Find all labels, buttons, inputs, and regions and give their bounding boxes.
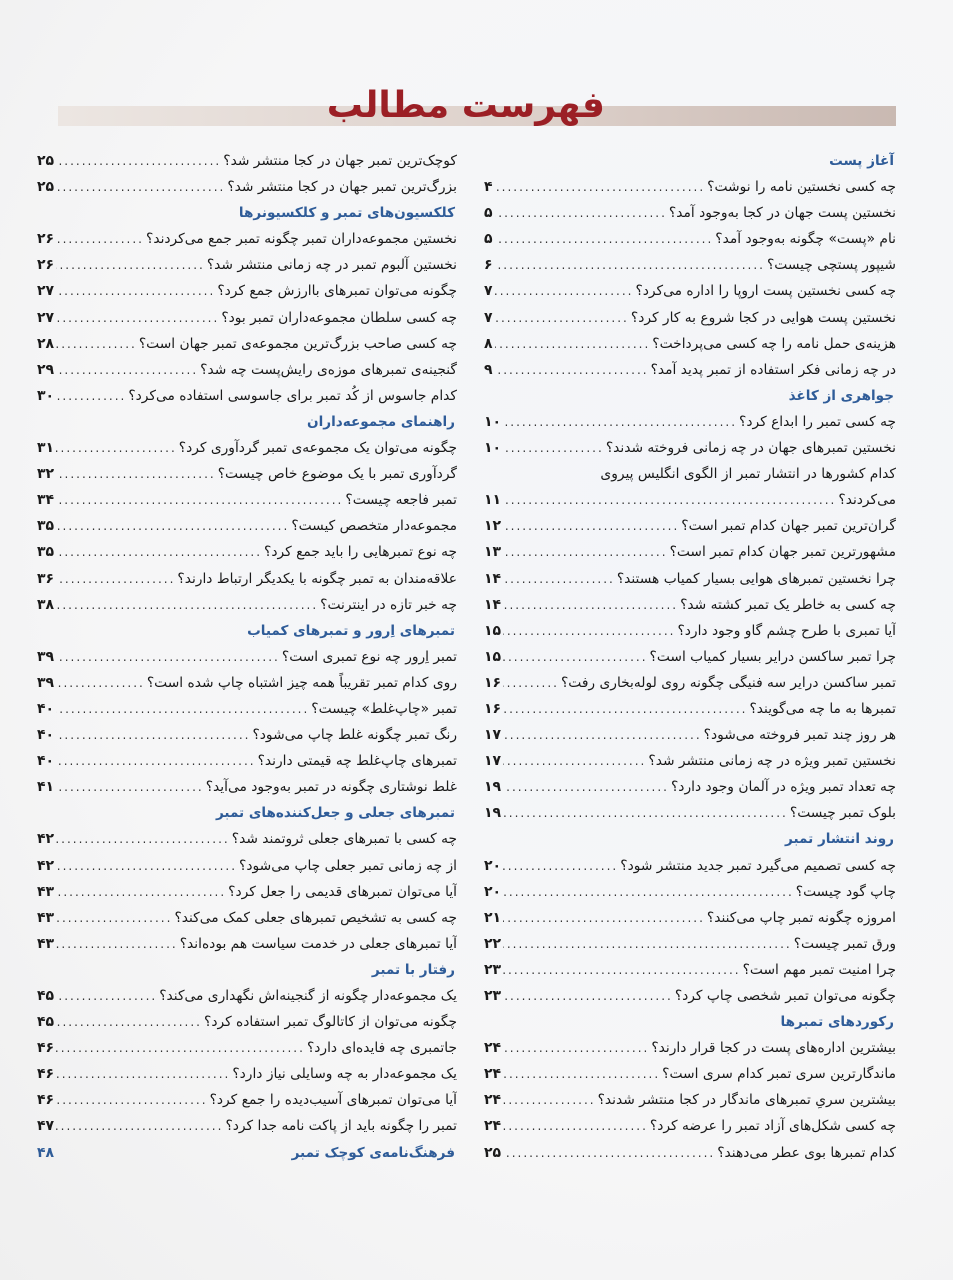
leader-dots [503, 1061, 660, 1087]
toc-entry[interactable] [484, 566, 896, 592]
page-number: ۴۲ [37, 857, 55, 874]
toc-entry[interactable] [37, 305, 457, 331]
page-number: ۵ [484, 231, 493, 248]
entry-title: نخستین پست جهان در کجا به‌وجود آمد؟ [668, 205, 896, 222]
toc-entry[interactable] [484, 800, 896, 826]
page-number: ۴۸ [37, 1144, 55, 1161]
page-number: ۴۲ [37, 831, 55, 848]
entry-title: چه کسی صاحب بزرگ‌ترین مجموعه‌ی تمبر جهان است؟ [138, 335, 457, 352]
leader-dots [495, 226, 714, 252]
toc-entry[interactable] [37, 461, 457, 487]
leader-dots [56, 748, 256, 774]
entry-title: تمبر را چگونه باید از پاکت نامه جدا کرد؟ [225, 1118, 457, 1135]
leader-dots [503, 513, 679, 539]
page-number: ۴۵ [37, 1014, 55, 1031]
entry-title: کدام جاسوس از کُد تمبر برای جاسوسی استفاده می‌کرد؟ [128, 387, 457, 404]
entry-title: نخستین پست هوایی در کجا شروع به کار کرد؟ [630, 309, 896, 326]
leader-dots [503, 1087, 595, 1113]
leader-dots [56, 1009, 202, 1035]
leader-dots [56, 592, 318, 618]
toc-entry[interactable] [37, 774, 457, 800]
toc-column-right [484, 148, 896, 1166]
toc-entry[interactable] [37, 1061, 457, 1087]
leader-dots [503, 748, 646, 774]
toc-entry[interactable] [484, 879, 896, 905]
toc-entry[interactable] [37, 592, 457, 618]
page-number: ۲۸ [37, 335, 55, 352]
entry-title: امروزه چگونه تمبر چاپ می‌کنند؟ [706, 909, 896, 926]
leader-dots [503, 670, 559, 696]
page-number: ۲۵ [37, 179, 55, 196]
toc-column-left [37, 148, 457, 1166]
section-title: تمبرهای جعلی و جعل‌کننده‌های تمبر [215, 805, 455, 822]
entry-title: تمبر فاجعه چیست؟ [345, 492, 457, 509]
page-number: ۴۶ [37, 1040, 55, 1057]
page-number: ۳۶ [37, 570, 55, 587]
entry-title: چه کسی شکل‌های آزاد تمبر را عرضه کرد؟ [649, 1118, 896, 1135]
section-title: تمبرهای اِرور و تمبرهای کمیاب [247, 622, 455, 639]
leader-dots [503, 983, 673, 1009]
toc-section-heading [484, 383, 896, 409]
entry-title: بلوک تمبر چیست؟ [789, 805, 896, 822]
entry-title: بیشترین اداره‌های پست در کجا قرار دارند؟ [651, 1040, 896, 1057]
toc-entry[interactable] [37, 383, 457, 409]
leader-dots [503, 722, 702, 748]
toc-entry[interactable] [484, 931, 896, 957]
leader-dots [503, 879, 794, 905]
leader-dots [56, 983, 157, 1009]
toc-entry[interactable] [484, 722, 896, 748]
leader-dots [56, 1061, 230, 1087]
toc-entry[interactable] [37, 331, 457, 357]
page-number: ۲۹ [37, 361, 55, 378]
page-number: ۳۹ [37, 648, 55, 665]
leader-dots [503, 435, 604, 461]
page-number: ۴۵ [37, 988, 55, 1004]
toc-section-heading [484, 1009, 896, 1035]
entry-title: هزینه‌ی حمل نامه را چه کسی می‌پرداخت؟ [652, 335, 896, 352]
page-number: ۱۹ [484, 779, 502, 796]
page-number: ۲۵ [37, 153, 55, 169]
leader-dots [56, 722, 250, 748]
toc-entry[interactable] [484, 487, 896, 513]
toc-entry[interactable] [484, 1035, 896, 1061]
toc-entry[interactable] [484, 252, 896, 278]
toc-entry[interactable] [484, 539, 896, 565]
page-number: ۱۵ [484, 648, 502, 665]
toc-entry[interactable] [484, 461, 896, 487]
page-number: ۴۳ [37, 883, 55, 900]
toc-entry[interactable] [37, 1087, 457, 1113]
leader-dots [503, 905, 705, 931]
entry-title: یک مجموعه‌دار به چه وسایلی نیاز دارد؟ [232, 1066, 457, 1083]
leader-dots [495, 357, 649, 383]
entry-title: چه کسی تمبر را ابداع کرد؟ [739, 413, 896, 430]
page-title: فهرست مطالب [326, 85, 605, 126]
leader-dots [503, 618, 675, 644]
entry-title: نخستین مجموعه‌داران تمبر چگونه تمبر جمع می‌کردند؟ [146, 231, 457, 248]
entry-title: یک مجموعه‌دار چگونه از گنجینه‌اش نگهداری می‌کند؟ [159, 988, 457, 1004]
section-title: کلکسیون‌های تمبر و کلکسیونرها [238, 205, 455, 222]
entry-title: گردآوری تمبر با یک موضوع خاص چیست؟ [217, 466, 457, 483]
page-number: ۱۶ [484, 674, 502, 691]
leader-dots [56, 461, 216, 487]
page-number: ۱۴ [484, 570, 502, 587]
leader-dots [56, 252, 205, 278]
entry-title: نخستین تمبر ویژه در چه زمانی منتشر شد؟ [648, 753, 896, 770]
toc-entry[interactable] [484, 644, 896, 670]
leader-dots [503, 1140, 715, 1166]
leader-dots [56, 305, 219, 331]
entry-title: چگونه می‌توان یک مجموعه‌ی تمبر گردآوری کرد؟ [178, 440, 457, 457]
entry-title: چه کسی نخستین نامه را نوشت؟ [707, 179, 896, 196]
toc-entry[interactable] [484, 905, 896, 931]
leader-dots [56, 826, 230, 852]
entry-title: چه نوع تمبرهایی را باید جمع کرد؟ [264, 544, 457, 561]
page-number: ۶ [484, 257, 493, 274]
entry-title: ماندگارترین سری تمبر کدام سری است؟ [662, 1066, 896, 1083]
entry-title: آیا می‌توان تمبرهای آسیب‌دیده را جمع کرد؟ [209, 1092, 457, 1109]
page-number: ۴۳ [37, 935, 55, 952]
entry-title: از چه زمانی تمبر جعلی چاپ می‌شود؟ [239, 857, 457, 874]
toc-entry[interactable] [37, 748, 457, 774]
toc-entry[interactable] [37, 826, 457, 852]
toc-entry[interactable] [484, 174, 896, 200]
page-number: ۲۴ [484, 1040, 502, 1057]
leader-dots [56, 487, 343, 513]
section-title: روند انتشار تمبر [785, 831, 894, 848]
toc-entry[interactable] [37, 931, 457, 957]
toc-entry[interactable] [37, 148, 457, 174]
toc-section-heading [484, 148, 896, 174]
page-number: ۲۳ [484, 988, 502, 1004]
entry-title: چگونه می‌توان تمبر شخصی چاپ کرد؟ [674, 988, 896, 1004]
entry-title: چه کسی به خاطر یک تمبر کشته شد؟ [680, 596, 896, 613]
leader-dots [56, 670, 145, 696]
page-number: ۲۳ [484, 961, 502, 978]
toc-entry[interactable] [37, 1009, 457, 1035]
toc-entry[interactable] [484, 409, 896, 435]
toc-entry[interactable] [37, 513, 457, 539]
toc-entry[interactable] [484, 853, 896, 879]
entry-title: چه تعداد تمبر ویژه در آلمان وجود دارد؟ [670, 779, 896, 796]
entry-title: چه خبر تازه در اینترنت؟ [320, 596, 457, 613]
entry-title: می‌کردند؟ [838, 492, 896, 509]
toc-entry[interactable] [37, 357, 457, 383]
entry-title: نخستین آلبوم تمبر در چه زمانی منتشر شد؟ [206, 257, 457, 274]
toc-entry[interactable] [37, 670, 457, 696]
entry-title: نام «پست» چگونه به‌وجود آمد؟ [715, 231, 896, 248]
leader-dots [495, 278, 634, 304]
toc-final-section [37, 1140, 457, 1166]
toc-entry[interactable] [37, 566, 457, 592]
page-number: ۴۳ [37, 909, 55, 926]
entry-title: جاتمبری چه فایده‌ای دارد؟ [306, 1040, 457, 1057]
entry-title: آیا تمبری با طرح چشم گاو وجود دارد؟ [677, 622, 896, 639]
toc-entry[interactable] [484, 357, 896, 383]
leader-dots [503, 696, 747, 722]
leader-dots [56, 566, 175, 592]
section-title: رکوردهای تمبرها [780, 1014, 894, 1031]
page-number: ۱۱ [484, 492, 502, 509]
page-number: ۸ [484, 335, 493, 352]
entry-title: نخستین تمبرهای جهان در چه زمانی فروخته شدند؟ [605, 440, 896, 457]
toc-entry[interactable] [37, 226, 457, 252]
toc-section-heading [37, 409, 457, 435]
toc-entry[interactable] [37, 435, 457, 461]
page-number: ۲۷ [37, 309, 55, 326]
leader-dots [503, 800, 788, 826]
entry-title: چرا نخستین تمبرهای هوایی بسیار کمیاب هستند؟ [616, 570, 896, 587]
leader-dots [503, 1113, 648, 1139]
leader-dots [56, 331, 137, 357]
entry-title: ورق تمبر چیست؟ [793, 935, 896, 952]
leader-dots [495, 200, 667, 226]
toc-entry[interactable] [37, 1113, 457, 1139]
entry-title: بیشترین سریِ تمبرهای ماندگار در کجا منتشر شدند؟ [597, 1092, 896, 1109]
toc-entry[interactable] [37, 983, 457, 1009]
leader-dots [495, 331, 651, 357]
entry-title: چگونه می‌توان تمبرهای باارزش جمع کرد؟ [217, 283, 457, 300]
leader-dots [56, 174, 225, 200]
toc-entry[interactable] [484, 200, 896, 226]
toc-entry[interactable] [484, 1061, 896, 1087]
toc-entry[interactable] [37, 644, 457, 670]
page-number: ۴۰ [37, 727, 55, 744]
page-number: ۹ [484, 361, 493, 378]
leader-dots [56, 1035, 305, 1061]
entry-title: گنجینه‌ی تمبرهای موزه‌ی رایش‌پست چه شد؟ [200, 361, 457, 378]
leader-dots [56, 278, 215, 304]
toc-entry[interactable] [37, 174, 457, 200]
leader-dots [56, 774, 204, 800]
entry-title: آیا می‌توان تمبرهای قدیمی را جعل کرد؟ [228, 883, 457, 900]
page-number: ۷ [484, 309, 493, 326]
entry-title: علاقه‌مندان به تمبر چگونه با یکدیگر ارتباط دارند؟ [177, 570, 457, 587]
entry-title: چه کسی نخستین پست اروپا را اداره می‌کرد؟ [635, 283, 896, 300]
entry-title: بزرگ‌ترین تمبر جهان در کجا منتشر شد؟ [227, 179, 457, 196]
toc-entry[interactable] [37, 853, 457, 879]
page-number: ۲۷ [37, 283, 55, 300]
toc-entry[interactable] [484, 957, 896, 983]
toc-entry[interactable] [37, 696, 457, 722]
leader-dots [503, 566, 615, 592]
page-number: ۲۰ [484, 857, 502, 874]
page-number: ۳۰ [37, 387, 55, 404]
toc-entry[interactable] [484, 592, 896, 618]
leader-dots [503, 539, 667, 565]
page-number: ۱۶ [484, 700, 502, 717]
leader-dots [56, 1113, 223, 1139]
leader-dots [503, 931, 792, 957]
toc-entry[interactable] [484, 435, 896, 461]
leader-dots [56, 383, 126, 409]
leader-dots [495, 174, 706, 200]
toc-entry[interactable] [37, 539, 457, 565]
entry-title: تمبر «چاپ‌غلط» چیست؟ [311, 700, 457, 717]
page-number: ۴۱ [37, 779, 55, 796]
leader-dots [503, 774, 669, 800]
entry-title: رنگ تمبر چگونه غلط چاپ می‌شود؟ [252, 727, 457, 744]
leader-dots [56, 696, 309, 722]
toc-entry[interactable] [37, 905, 457, 931]
page-number: ۲۶ [37, 257, 55, 274]
page-number: ۱۷ [484, 753, 502, 770]
section-title: جواهری از کاغذ [788, 387, 894, 404]
toc-entry[interactable] [37, 879, 457, 905]
leader-dots [56, 1087, 207, 1113]
entry-title: چه کسی تصمیم می‌گیرد تمبر جدید منتشر شود؟ [620, 857, 896, 874]
page-number: ۱۷ [484, 727, 502, 744]
toc-entry[interactable] [484, 278, 896, 304]
section-title: فرهنگ‌نامه‌ی کوچک تمبر [291, 1144, 455, 1161]
toc-entry[interactable] [484, 1140, 896, 1166]
entry-title: در چه زمانی فکر استفاده از تمبر پدید آمد؟ [650, 361, 896, 378]
page-number: ۱۰ [484, 413, 502, 430]
toc-section-heading [37, 957, 457, 983]
leader-dots [56, 905, 172, 931]
page-number: ۷ [484, 283, 493, 300]
page-number: ۱۲ [484, 518, 502, 535]
page-number: ۳۸ [37, 596, 55, 613]
leader-dots [56, 539, 262, 565]
entry-title: آیا تمبرهای جعلی در خدمت سیاست هم بوده‌اند؟ [179, 935, 457, 952]
leader-dots [56, 226, 144, 252]
leader-dots [503, 957, 741, 983]
leader-dots [56, 148, 221, 174]
leader-dots [495, 252, 765, 278]
toc-entry[interactable] [484, 748, 896, 774]
entry-title: گران‌ترین تمبر جهان کدام تمبر است؟ [681, 518, 896, 535]
page-number: ۳۱ [37, 440, 55, 457]
leader-dots [56, 931, 178, 957]
toc-section-heading [37, 200, 457, 226]
entry-title: چه کسی با تمبرهای جعلی ثروتمند شد؟ [231, 831, 457, 848]
toc-entry[interactable] [484, 1113, 896, 1139]
toc-entry[interactable] [484, 774, 896, 800]
entry-title: چه کسی سلطان مجموعه‌داران تمبر بود؟ [221, 309, 457, 326]
page-number: ۱۹ [484, 805, 502, 822]
entry-title: مشهورترین تمبر جهان کدام تمبر است؟ [669, 544, 896, 561]
page-number: ۲۵ [484, 1144, 502, 1161]
entry-title: تمبر اِرور چه نوع تمبری است؟ [281, 648, 457, 665]
page-number: ۲۶ [37, 231, 55, 248]
entry-title: چه کسی به تشخیص تمبرهای جعلی کمک می‌کند؟ [174, 909, 457, 926]
page-number: ۳۹ [37, 674, 55, 691]
entry-title: هر روز چند تمبر فروخته می‌شود؟ [703, 727, 896, 744]
toc-entry[interactable] [484, 513, 896, 539]
leader-dots [503, 592, 678, 618]
section-title: راهنمای مجموعه‌داران [307, 413, 455, 430]
page-number: ۳۴ [37, 492, 55, 509]
leader-dots [56, 644, 280, 670]
toc-section-heading [37, 800, 457, 826]
page-number: ۳۲ [37, 466, 55, 483]
page-number: ۲۴ [484, 1066, 502, 1083]
toc-entry[interactable] [37, 487, 457, 513]
leader-dots [503, 409, 737, 435]
leader-dots [56, 879, 226, 905]
toc-section-heading [37, 618, 457, 644]
page-number: ۵ [484, 205, 493, 222]
leader-dots [56, 435, 177, 461]
toc-entry[interactable] [484, 670, 896, 696]
page-number: ۳۵ [37, 544, 55, 561]
toc-entry[interactable] [484, 331, 896, 357]
entry-title: تمبرها به ما چه می‌گویند؟ [749, 700, 896, 717]
toc-entry[interactable] [484, 226, 896, 252]
page-number: ۳۵ [37, 518, 55, 535]
toc-entry[interactable] [37, 252, 457, 278]
entry-title: روی کدام تمبر تقریباً همه چیز اشتباه چاپ شده است؟ [146, 674, 457, 691]
leader-dots [495, 305, 629, 331]
leader-dots [503, 1035, 649, 1061]
page-number: ۱۴ [484, 596, 502, 613]
toc-entry[interactable] [484, 305, 896, 331]
page-number: ۴۶ [37, 1066, 55, 1083]
toc-entry[interactable] [37, 722, 457, 748]
toc-entry[interactable] [484, 983, 896, 1009]
toc-entry[interactable] [484, 1087, 896, 1113]
page-number: ۲۰ [484, 883, 502, 900]
entry-title: چگونه می‌توان از کاتالوگ تمبر استفاده کرد؟ [204, 1014, 457, 1031]
entry-title: کدام تمبرها بوی عطر می‌دهند؟ [717, 1144, 896, 1161]
section-title: رفتار با تمبر [371, 961, 455, 978]
entry-title: چرا امنیت تمبر مهم است؟ [742, 961, 896, 978]
entry-title: چرا تمبر ساکسن درایر بسیار کمیاب است؟ [649, 648, 896, 665]
leader-dots [503, 853, 618, 879]
toc-section-heading [484, 826, 896, 852]
page-number: ۴۰ [37, 753, 55, 770]
entry-title: مجموعه‌دار متخصص کیست؟ [291, 518, 457, 535]
leader-dots [56, 357, 198, 383]
entry-title: تمبرهای چاپ‌غلط چه قیمتی دارند؟ [257, 753, 457, 770]
leader-dots [503, 487, 836, 513]
page-number: ۴۶ [37, 1092, 55, 1109]
page-number: ۲۲ [484, 935, 502, 952]
entry-title: کوچک‌ترین تمبر جهان در کجا منتشر شد؟ [223, 153, 457, 169]
entry-title: تمبر ساکسن درایر سه فنیگی چگونه روی لوله‌بخاری رفت؟ [560, 674, 896, 691]
page-number: ۲۴ [484, 1092, 502, 1109]
section-title: آغاز پست [829, 153, 894, 169]
page-number: ۱۰ [484, 440, 502, 457]
leader-dots [56, 513, 289, 539]
toc-entry[interactable] [37, 1035, 457, 1061]
page-number: ۲۱ [484, 909, 502, 926]
page-number: ۴۰ [37, 700, 55, 717]
entry-title: چاپ گود چیست؟ [795, 883, 896, 900]
toc-entry[interactable] [484, 696, 896, 722]
page-number: ۱۳ [484, 544, 502, 561]
page-number: ۴ [484, 179, 493, 196]
entry-title: کدام کشورها در انتشار تمبر از الگوی انگلیس پیروی [600, 466, 896, 483]
toc-entry[interactable] [37, 278, 457, 304]
leader-dots [503, 644, 647, 670]
leader-dots [56, 853, 237, 879]
toc-entry[interactable] [484, 618, 896, 644]
entry-title: شیپور پستچی چیست؟ [766, 257, 896, 274]
page-number: ۴۷ [37, 1118, 55, 1135]
entry-title: غلط نوشتاری چگونه در تمبر به‌وجود می‌آید؟ [205, 779, 457, 796]
page-number: ۱۵ [484, 622, 502, 639]
page-number: ۲۴ [484, 1118, 502, 1135]
